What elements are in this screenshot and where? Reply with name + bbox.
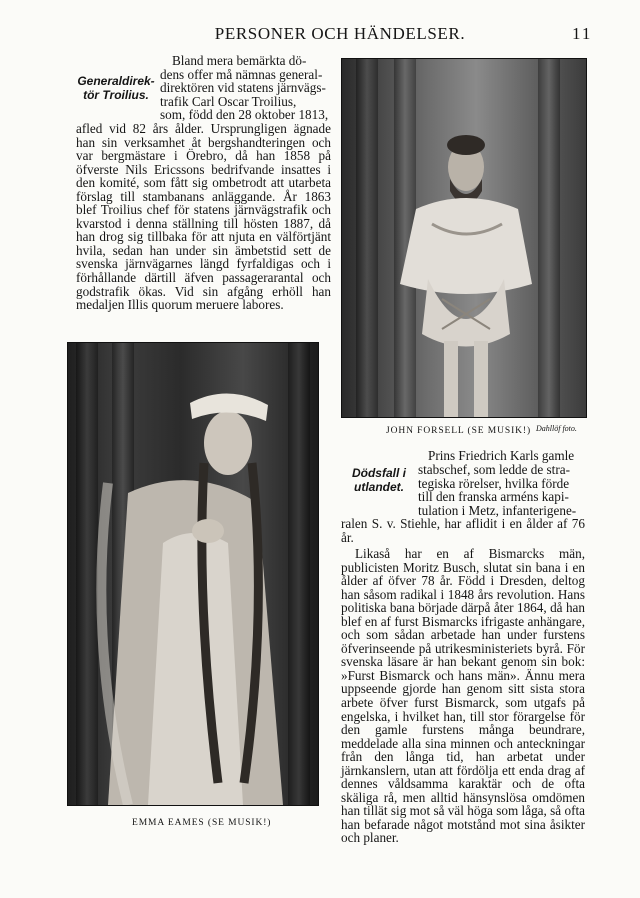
eames-figure-illustration — [68, 343, 318, 805]
photo-credit-forsell: Dahllöf foto. — [536, 424, 577, 433]
stiehle-line-5: tulation i Metz, infanterigene- — [418, 502, 577, 518]
sidehead-dodsfall-line1: Dödsfall i — [351, 466, 406, 480]
stiehle-line-2: stabschef, som ledde de stra- — [418, 462, 570, 477]
troilius-line-1: Bland mera bemärkta dö- — [172, 53, 307, 68]
caption-john-forsell: JOHN FORSELL (SE MUSIK!) — [386, 426, 532, 436]
stiehle-line-3: tegiska rörelser, hvilka förde — [418, 475, 570, 491]
busch-body — [341, 547, 585, 845]
troilius-line-5: som, född den 28 oktober 1813, — [160, 107, 329, 123]
troilius-line-3: direktören vid statens järnvägs- — [160, 80, 326, 96]
troilius-intro-lines — [160, 54, 331, 122]
emma-eames-photo — [67, 342, 319, 806]
sidehead-dodsfall-line2: utlandet. — [354, 480, 404, 494]
sidehead-troilius-line2: tör Troilius. — [83, 88, 149, 102]
sidehead-troilius — [76, 74, 156, 102]
caption-emma-eames: EMMA EAMES (SE MUSIK!) — [132, 818, 272, 828]
forsell-figure-illustration — [342, 59, 586, 417]
stiehle-body — [341, 517, 585, 544]
page-number: 11 — [572, 24, 593, 43]
sidehead-dodsfall — [346, 466, 412, 494]
troilius-line-4: trafik Carl Oscar Troilius, — [160, 93, 297, 109]
sidehead-troilius-line1: Generaldirek- — [77, 74, 155, 88]
troilius-body-text: afled vid 82 års ålder. Ursprungligen ägnade han sin verksamhet åt bergshandteringen och var bergmästare i Örebro, då han 1858 på öfverste Nils Ericssons bedrifvande insattes i den komité, som fått sig ombetrodt att utarbeta förslag till stambanans anläggande. År 1863 blef Troilius chef för statens järnvägstrafik och kvarstod i denna ställning till hösten 1887, då han drog sig tillbaka för att njuta en välförtjänt hvila, sedan han under sin ämbetstid sett de svenska järnvägarnes längd fyrfaldigas och i förhållande därtill äfven passagerarantal och godstrafik ökas. Vid sin afgång erhöll han medaljen Illis quorum meruere labores. — [76, 121, 331, 313]
troilius-body — [76, 122, 331, 312]
stiehle-first-line — [428, 449, 585, 463]
troilius-line-2: dens offer må nämnas general- — [160, 66, 323, 82]
busch-body-text: Likaså har en af Bismarcks män, publicisten Moritz Busch, slutat sin bana i en ålder af öfver 78 år. Född i Dresden, deltog han såsom radikal i 1848 års revolution. Hans politiska bana började därpå åter 1864, då han blef en af furst Bismarcks ifrigaste anhängare, och som sådan arbetade han under furstens öfverinseende på utrikesministeriets byrå. För svenska läsare är han bekant genom sin bok: »Furst Bismarck och hans män». Ännu mera uppseende gjorde han genom sitt sista stora arbete öfver furst Bismarck, som utgafs på engelska, i hvilket han, till stor förargelse för den gamle furstens många beundrare, meddelade alla sina minnen och anteckningar från den långa tid, han arbetat under järnkanslern, utan att fördölja ett enda drag af dennes våldsamma karaktär och de ofta skäliga rå, men alltid hänsynslösa omdömen han tillät sig mot så väl höga som låga, så ofta han befarade något motstånd mot sina åsikter och planer. — [341, 546, 585, 846]
john-forsell-photo — [341, 58, 587, 418]
stiehle-body-text: ralen S. v. Stiehle, har aflidit i en ålder af 76 år. — [341, 516, 585, 545]
stiehle-line-4: till den franska arméns kapi- — [418, 489, 569, 505]
stiehle-line-1: Prins Friedrich Karls gamle — [428, 448, 575, 463]
stiehle-narrow-lines — [418, 463, 585, 517]
running-title: PERSONER OCH HÄNDELSER. — [214, 24, 466, 43]
